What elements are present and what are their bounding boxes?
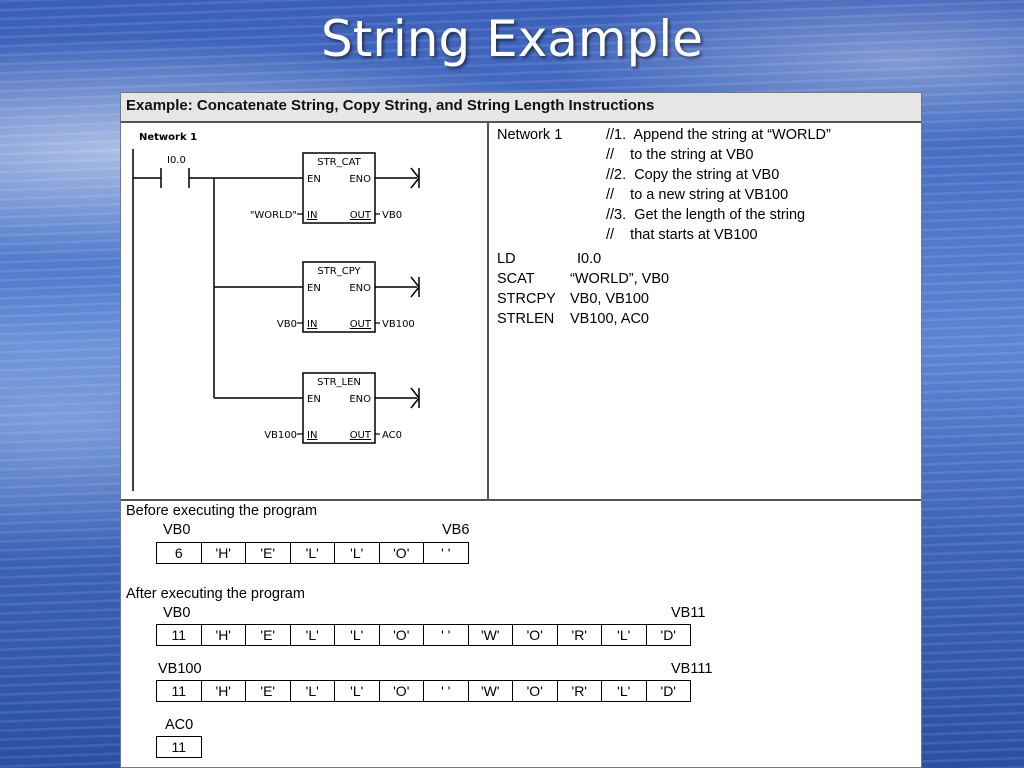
ladder-svg [121,123,487,499]
in-label: IN [307,210,318,221]
byte-cell: 'L' [290,542,336,564]
panel-header: Example: Concatenate String, Copy String, and String Length Instructions [121,93,921,123]
str-cat-block [250,153,419,223]
ladder-diagram [121,123,489,501]
byte-cell: 'L' [290,624,336,646]
byte-cell: ' ' [423,542,469,564]
byte-cell: 'L' [601,680,647,702]
code-comment: //1. Append the string at “WORLD” [606,127,831,143]
before-label: Before executing the program [126,503,318,519]
ac0-byte-row [156,736,202,758]
en-label: EN [307,283,321,294]
byte-cell: 'E' [245,542,291,564]
code-comment: //2. Copy the string at VB0 [606,167,780,183]
instruction-op: STRLEN [497,311,555,327]
memory-section [121,501,921,767]
in-value: VB0 [276,319,297,330]
byte-cell: 'O' [379,624,425,646]
instruction-op: LD [497,251,516,267]
block-name: STR_LEN [317,377,361,388]
byte-cell: 11 [156,624,202,646]
after-label: After executing the program [126,586,305,602]
byte-cell: ' ' [423,680,469,702]
byte-cell: 'D' [646,624,692,646]
code-comment: // to the string at VB0 [606,147,754,163]
byte-cell: 11 [156,736,202,758]
instruction-op: SCAT [497,271,535,287]
after-vb100-byte-row [156,680,691,702]
byte-cell: 'H' [201,680,247,702]
ac0-label: AC0 [165,717,194,733]
byte-cell: 'O' [379,542,425,564]
byte-cell: 'W' [468,680,514,702]
byte-cell: 6 [156,542,202,564]
instruction-args: “WORLD”, VB0 [570,271,670,287]
byte-cell: 'R' [557,680,603,702]
byte-cell: 'L' [334,542,380,564]
byte-cell: 'E' [245,680,291,702]
byte-cell: 'L' [334,680,380,702]
out-label: OUT [349,430,371,441]
instruction-args: VB100, AC0 [570,311,649,327]
code-comment: // to a new string at VB100 [606,187,789,203]
after-vb0-byte-row [156,624,691,646]
after-vb0-end-address: VB11 [671,605,706,621]
out-value: VB0 [382,210,403,221]
out-label: OUT [349,319,371,330]
after-vb0-start-address: VB0 [163,605,191,621]
byte-cell: 'O' [512,680,558,702]
instruction-args: VB0, VB100 [570,291,649,307]
instruction-args: I0.0 [577,251,602,267]
before-end-address: VB6 [442,522,470,538]
byte-cell: 'H' [201,542,247,564]
in-value: "WORLD" [249,210,297,221]
statement-list [491,123,921,501]
eno-label: ENO [349,283,371,294]
before-byte-row [156,542,469,564]
block-name: STR_CAT [317,157,361,168]
en-label: EN [307,394,321,405]
in-label: IN [307,319,318,330]
example-panel [120,92,922,768]
out-value: AC0 [382,430,403,441]
out-value: VB100 [382,319,415,330]
slide-title: String Example [320,10,704,68]
in-value: VB100 [264,430,297,441]
byte-cell: 'H' [201,624,247,646]
byte-cell: 'L' [290,680,336,702]
byte-cell: 'O' [512,624,558,646]
in-label: IN [307,430,318,441]
code-comment: // that starts at VB100 [606,227,758,243]
eno-label: ENO [349,394,371,405]
network-label: Network 1 [139,132,198,143]
instruction-op: STRCPY [497,291,556,307]
byte-cell: 'R' [557,624,603,646]
byte-cell: 'L' [334,624,380,646]
block-name: STR_CPY [317,266,361,277]
str-cpy-block [277,262,419,332]
str-len-block [264,373,419,443]
byte-cell: 'L' [601,624,647,646]
byte-cell: 'E' [245,624,291,646]
after-vb100-end-address: VB111 [671,661,713,677]
code-network-label: Network 1 [497,127,563,143]
byte-cell: 'W' [468,624,514,646]
contact-label: I0.0 [167,155,186,166]
before-start-address: VB0 [163,522,191,538]
eno-label: ENO [349,174,371,185]
out-label: OUT [349,210,371,221]
byte-cell: ' ' [423,624,469,646]
after-vb100-start-address: VB100 [158,661,202,677]
byte-cell: 11 [156,680,202,702]
code-comment: //3. Get the length of the string [606,207,806,223]
byte-cell: 'O' [379,680,425,702]
byte-cell: 'D' [646,680,692,702]
en-label: EN [307,174,321,185]
